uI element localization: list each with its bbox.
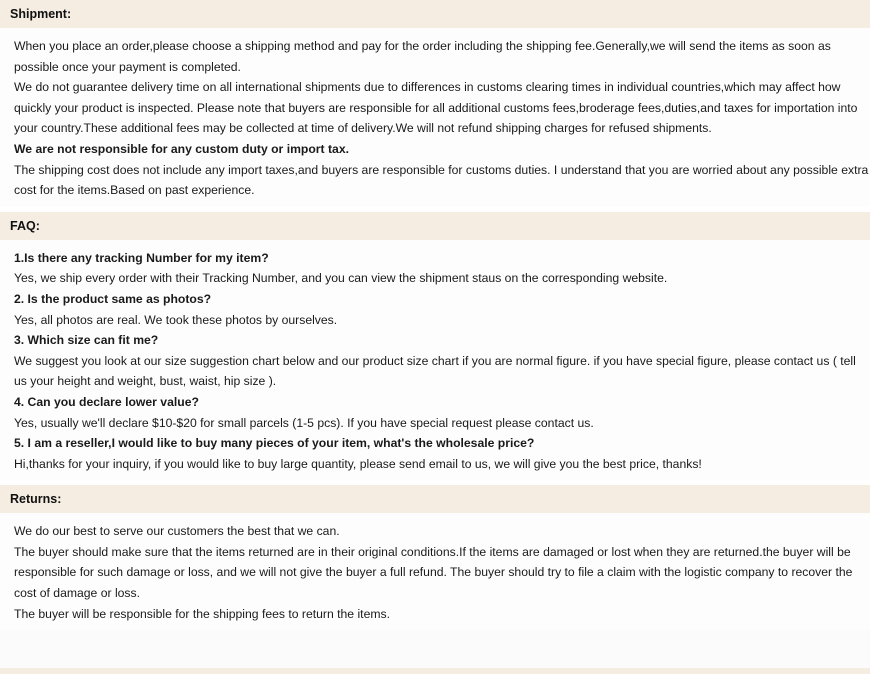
returns-header <box>0 485 870 513</box>
returns-title: Returns: <box>10 492 62 507</box>
bottom-band <box>0 668 870 674</box>
shipment-text-line: cost for the items.Based on past experience. <box>14 183 255 198</box>
returns-text-line: The buyer will be responsible for the shipping fees to return the items. <box>14 606 390 621</box>
faq-heading-line: 1.Is there any tracking Number for my item? <box>14 250 269 265</box>
shipment-title: Shipment: <box>10 7 72 21</box>
returns-section <box>0 485 870 630</box>
faq-text-line: Hi,thanks for your inquiry, if you would like to buy large quantity, please send email to us, we will give you the best price, thanks! <box>14 456 702 471</box>
faq-heading-line: 5. I am a reseller,I would like to buy many pieces of your item, what's the wholesale price? <box>14 436 535 451</box>
shipment-heading-line: We are not responsible for any custom duty or import tax. <box>14 141 349 156</box>
shipment-text-line: quickly your product is inspected. Please note that buyers are responsible for all additional customs fees,broderage fees,duties,and taxes for importation into <box>14 100 858 115</box>
faq-text-line: Yes, we ship every order with their Tracking Number, and you can view the shipment staus on the corresponding website. <box>14 271 668 286</box>
shipment-body <box>0 28 870 207</box>
faq-text-line: Yes, usually we'll declare $10-$20 for small parcels (1-5 pcs). If you have special request please contact us. <box>14 415 594 430</box>
shipment-header <box>0 0 870 28</box>
faq-text-line: Yes, all photos are real. We took these photos by ourselves. <box>14 312 338 327</box>
faq-heading-line: 2. Is the product same as photos? <box>14 291 212 306</box>
faq-title: FAQ: <box>10 218 40 233</box>
returns-text-line: The buyer should make sure that the items returned are in their original conditions.If the items are damaged or lost when they are returned.the buyer will be <box>14 544 851 559</box>
faq-text-line: us your height and weight, bust, waist, hip size ). <box>14 374 277 389</box>
shipment-text-line: When you place an order,please choose a shipping method and pay for the order including the shipping fee.Generally,we will send the items as soon as <box>14 39 831 53</box>
returns-body <box>0 513 870 630</box>
faq-body <box>0 240 870 481</box>
faq-heading-line: 3. Which size can fit me? <box>14 333 159 348</box>
shipment-section <box>0 0 870 207</box>
shipment-text-line: your country.These additional fees may be collected at time of delivery.We will not refund shipping charges for refused shipments. <box>14 121 712 136</box>
faq-text-line: We suggest you look at our size suggestion chart below and our product size chart if you are normal figure. if you have special figure, please contact us ( tell <box>14 353 856 368</box>
faq-header <box>0 212 870 240</box>
shipment-text-line: We do not guarantee delivery time on all international shipments due to differences in customs clearing times in individual countries,which may affect how <box>14 80 841 95</box>
shipment-text-line: The shipping cost does not include any import taxes,and buyers are responsible for customs duties. I understand that you are worried about any possible extra <box>14 162 869 177</box>
returns-text-line: responsible for such damage or loss, and we will not give the buyer a full refund. The buyer should try to file a claim with the logistic company to recover the <box>14 565 853 580</box>
shipment-text-line: possible once your payment is completed. <box>14 59 241 74</box>
returns-text-line: We do our best to serve our customers the best that we can. <box>14 524 340 539</box>
faq-section <box>0 212 870 481</box>
returns-text-line: cost of damage or loss. <box>14 586 140 601</box>
faq-heading-line: 4. Can you declare lower value? <box>14 394 199 409</box>
